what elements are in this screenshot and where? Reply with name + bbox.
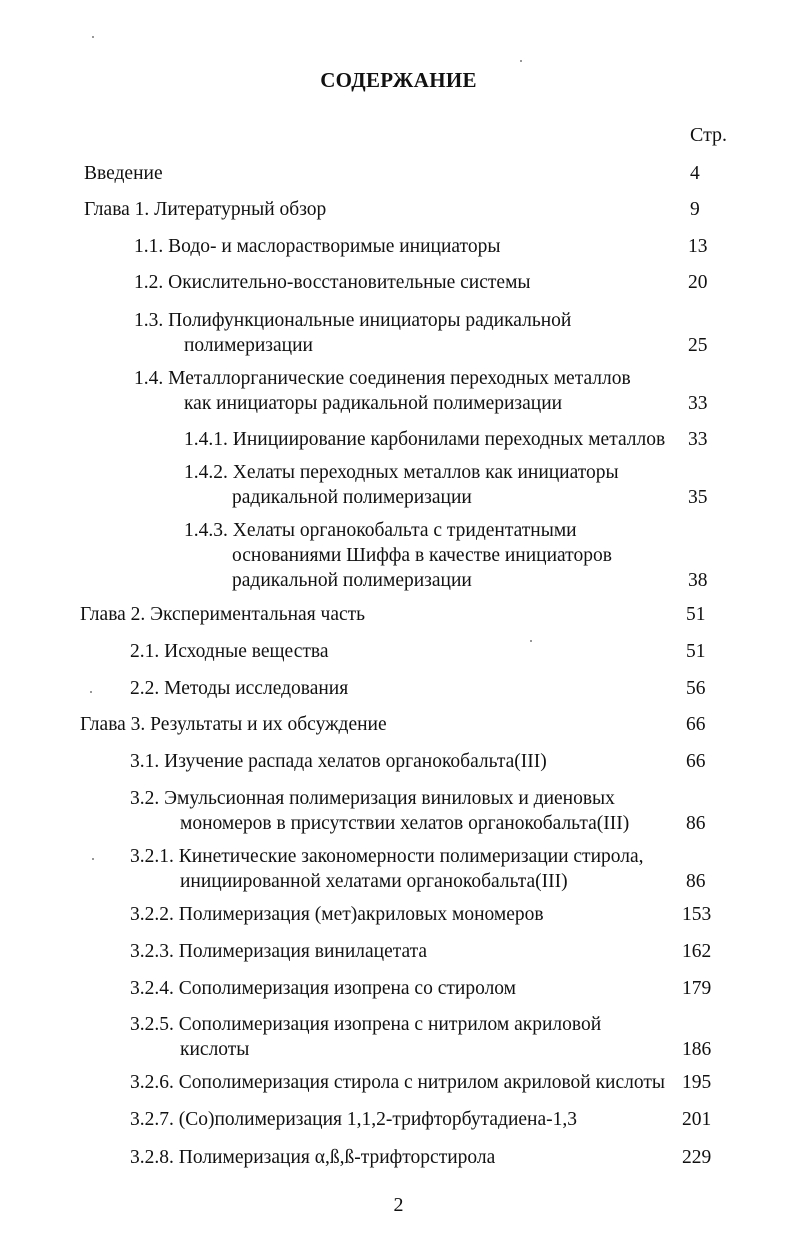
toc-line: Введение <box>84 163 163 184</box>
toc-line: 1.4.2. Хелаты переходных металлов как инициаторы <box>184 462 619 483</box>
scan-speck <box>530 640 532 642</box>
toc-line: 3.2.1. Кинетические закономерности полимеризации стирола, <box>130 846 644 867</box>
toc-entry-text[interactable] <box>184 518 612 593</box>
toc-entry-text[interactable] <box>130 902 544 927</box>
toc-entry-text[interactable] <box>80 712 387 737</box>
scan-speck <box>520 60 522 62</box>
toc-line: 3.2.7. (Со)полимеризация 1,1,2-трифторбутадиена-1,3 <box>130 1109 577 1130</box>
toc-page-number: 86 <box>686 871 706 892</box>
toc-line: 1.4.3. Хелаты органокобальта с тридентатными <box>184 520 577 541</box>
toc-line: основаниями Шиффа в качестве инициаторов <box>232 545 612 566</box>
toc-line: 3.2.4. Сополимеризация изопрена со стиролом <box>130 978 517 999</box>
toc-page-number: 153 <box>682 904 712 925</box>
scan-speck <box>90 691 92 693</box>
scan-speck <box>92 36 94 38</box>
toc-page-number: 229 <box>682 1147 712 1168</box>
toc-entry-text[interactable] <box>130 786 629 836</box>
toc-page-number: 33 <box>688 393 708 414</box>
toc-line: как инициаторы радикальной полимеризации <box>184 393 563 414</box>
toc-line: Глава 1. Литературный обзор <box>84 199 327 220</box>
toc-entry-text[interactable] <box>130 676 348 701</box>
toc-line: Глава 2. Экспериментальная часть <box>80 604 366 625</box>
toc-line: радикальной полимеризации <box>232 570 472 591</box>
toc-entry-text[interactable] <box>130 639 328 664</box>
toc-line: 3.2.6. Сополимеризация стирола с нитрилом акриловой кислоты <box>130 1072 665 1093</box>
toc-page-number: 51 <box>686 604 706 625</box>
page-column-header: Стр. <box>690 124 728 146</box>
toc-line: полимеризации <box>184 335 313 356</box>
toc-entry-text[interactable] <box>134 366 631 416</box>
toc-line: 3.1. Изучение распада хелатов органокобальта(III) <box>130 751 547 772</box>
toc-line: 1.2. Окислительно-восстановительные системы <box>134 272 531 293</box>
toc-line: 3.2.3. Полимеризация винилацетата <box>130 941 428 962</box>
toc-line: радикальной полимеризации <box>232 487 472 508</box>
toc-entry-text[interactable] <box>80 602 365 627</box>
toc-entry-text[interactable] <box>130 939 427 964</box>
toc-line: 2.1. Исходные вещества <box>130 641 329 662</box>
toc-line: Глава 3. Результаты и их обсуждение <box>80 714 387 735</box>
toc-page-number: 195 <box>682 1072 712 1093</box>
toc-page-number: 35 <box>688 487 708 508</box>
toc-entry-text[interactable] <box>130 1070 665 1095</box>
toc-entry-text[interactable] <box>84 197 326 222</box>
toc-entry-text[interactable] <box>134 308 571 358</box>
toc-entry-text[interactable] <box>134 234 500 259</box>
toc-page-number: 66 <box>686 751 706 772</box>
scan-speck <box>92 858 94 860</box>
toc-page-number: 186 <box>682 1039 712 1060</box>
toc-page-number: 9 <box>690 199 700 220</box>
toc-line: 1.4. Металлорганические соединения переходных металлов <box>134 368 631 389</box>
toc-page-number: 38 <box>688 570 708 591</box>
toc-page-number: 162 <box>682 941 712 962</box>
page-title: СОДЕРЖАНИЕ <box>320 68 477 92</box>
toc-entry-text[interactable] <box>130 1012 601 1062</box>
toc-entry-text[interactable] <box>130 1145 495 1170</box>
toc-entry-text[interactable] <box>134 270 531 295</box>
toc-entry-text[interactable] <box>130 976 516 1001</box>
toc-line: 1.3. Полифункциональные инициаторы радикальной <box>134 310 572 331</box>
toc-entry-text[interactable] <box>184 427 665 452</box>
toc-line: 2.2. Методы исследования <box>130 678 349 699</box>
toc-line: кислоты <box>180 1039 250 1060</box>
toc-line: инициированной хелатами органокобальта(III) <box>180 871 568 892</box>
toc-line: 1.1. Водо- и маслорастворимые инициаторы <box>134 236 501 257</box>
toc-page-number: 66 <box>686 714 706 735</box>
toc-page-number: 201 <box>682 1109 712 1130</box>
toc-page-number: 4 <box>690 163 700 184</box>
toc-page-number: 51 <box>686 641 706 662</box>
toc-line: 3.2.2. Полимеризация (мет)акриловых мономеров <box>130 904 544 925</box>
toc-page-number: 25 <box>688 335 708 356</box>
toc-line: 3.2.5. Сополимеризация изопрена с нитрилом акриловой <box>130 1014 602 1035</box>
toc-entry-text[interactable] <box>84 161 163 186</box>
toc-page-number: 56 <box>686 678 706 699</box>
toc-page-number: 179 <box>682 978 712 999</box>
toc-entry-text[interactable] <box>130 844 644 894</box>
toc-line: 1.4.1. Инициирование карбонилами переходных металлов <box>184 429 666 450</box>
toc-line: 3.2. Эмульсионная полимеризация виниловых и диеновых <box>130 788 615 809</box>
toc-entry-text[interactable] <box>130 749 547 774</box>
toc-page-number: 20 <box>688 272 708 293</box>
toc-entry-text[interactable] <box>184 460 619 510</box>
toc-line: мономеров в присутствии хелатов органокобальта(III) <box>180 813 630 834</box>
toc-page-number: 33 <box>688 429 708 450</box>
page-footer-number: 2 <box>393 1194 404 1216</box>
toc-page-number: 86 <box>686 813 706 834</box>
toc-line: 3.2.8. Полимеризация α,ß,ß-трифторстирола <box>130 1147 496 1168</box>
toc-page-number: 13 <box>688 236 708 257</box>
toc-entry-text[interactable] <box>130 1107 577 1132</box>
